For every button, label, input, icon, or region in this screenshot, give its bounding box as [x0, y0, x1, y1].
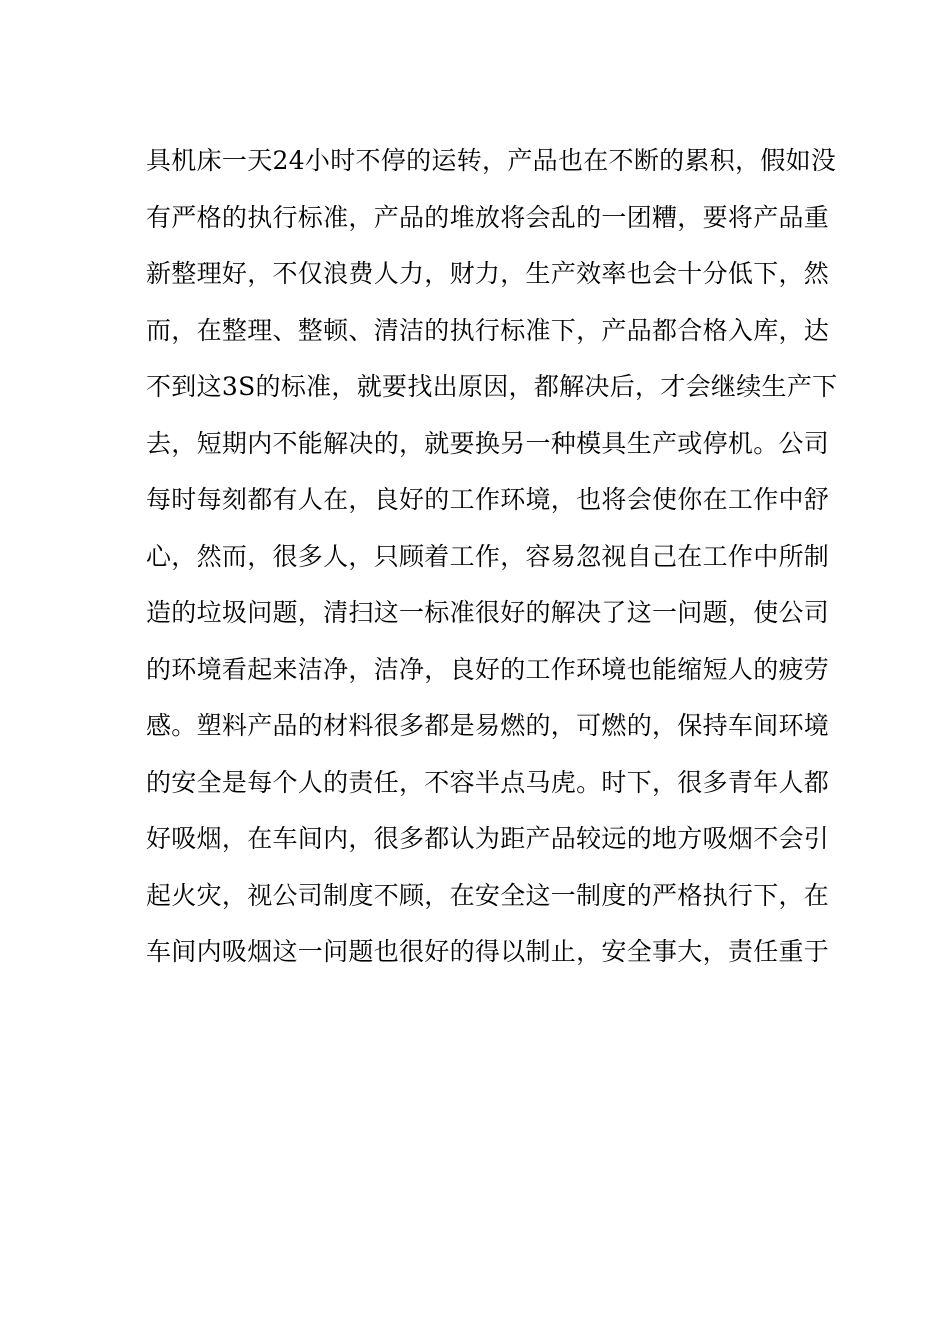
text-line-15: 车间内吸烟这一问题也很好的得以制止，安全事大，责任重于: [146, 937, 830, 966]
text-line-4: 而，在整理、整顿、清洁的执行标准下，产品都合格入库，达: [146, 315, 830, 345]
text-line-5: 不到这3S的标准，就要找出原因，都解决后，才会继续生产下: [146, 372, 838, 401]
text-line-2: 有严格的执行标准，产品的堆放将会乱的一团糟，要将产品重: [146, 202, 830, 232]
text-line-6: 去，短期内不能解决的，就要换另一种模具生产或停机。公司: [146, 428, 830, 458]
text-line-11: 感。塑料产品的材料很多都是易燃的，可燃的，保持车间环境: [146, 711, 830, 740]
text-line-1: 具机床一天24小时不停的运转，产品也在不断的累积，假如没: [146, 146, 837, 175]
text-line-13: 好吸烟，在车间内，很多都认为距产品较远的地方吸烟不会引: [146, 824, 830, 853]
body-text: [146, 133, 838, 981]
text-line-7: 每时每刻都有人在，良好的工作环境，也将会使你在工作中舒: [146, 485, 830, 514]
text-line-8: 心，然而，很多人，只顾着工作，容易忽视自己在工作中所制: [146, 541, 830, 571]
text-line-9: 造的垃圾问题，清扫这一标准很好的解决了这一问题，使公司: [146, 598, 830, 627]
text-line-10: 的环境看起来洁净，洁净，良好的工作环境也能缩短人的疲劳: [146, 654, 830, 684]
text-line-14: 起火灾，视公司制度不顾，在安全这一制度的严格执行下，在: [146, 880, 830, 910]
text-line-3: 新整理好，不仅浪费人力，财力，生产效率也会十分低下，然: [146, 259, 830, 288]
text-line-12: 的安全是每个人的责任，不容半点马虎。时下，很多青年人都: [146, 767, 830, 797]
